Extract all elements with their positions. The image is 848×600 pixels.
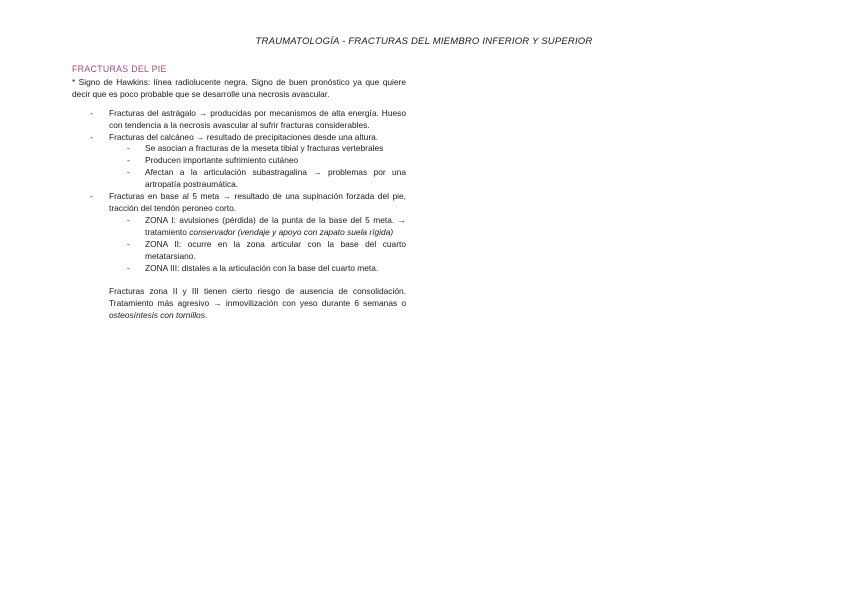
list-item-astragalo: [109, 108, 406, 132]
note-end: .: [204, 310, 208, 321]
sub-list-item: - Se asocian a fracturas de la meseta tibial y fracturas vertebrales: [145, 143, 406, 155]
list-item-quinto-meta: [109, 191, 406, 274]
list-item-calcaneo: [109, 132, 406, 192]
hawkins-paragraph: * Signo de Hawkins: línea radiolucente negra. Signo de buen pronóstico ya que quiere decir que es poco probable que se desarrolle una necrosis avascular.: [72, 76, 406, 99]
zona-1-text: ZONA I: avulsiones (pérdida) de la punta de la base del 5 meta. → tratamiento: [145, 214, 406, 237]
section-title: FRACTURAS DEL PIE: [72, 64, 167, 74]
list-item-text: Fracturas del calcáneo → resultado de precipitaciones desde una altura.: [109, 131, 379, 142]
sub-list-item-zona-3: - ZONA III: distales a la articulación con la base del cuarto meta.: [145, 263, 406, 275]
page-title-text: TRAUMATOLOGÍA - FRACTURAS DEL MIEMBRO INFERIOR Y SUPERIOR: [255, 36, 593, 47]
fracture-list: [72, 108, 406, 275]
list-item-text: Fracturas en base al 5 meta → resultado de una supinación forzada del pie, tracción del tendón peroneo corto.: [109, 191, 406, 213]
sub-list-item: - Producen importante sufrimiento cutáneo: [145, 155, 406, 167]
zona-1-treatment: conservador (vendaje y apoyo con zapato suela rígida): [189, 226, 394, 237]
note-italic: osteosíntesis con tornillos: [109, 310, 205, 321]
page-title: [0, 36, 848, 47]
consolidation-note: [109, 286, 406, 322]
sub-list-item: - Afectan a la articulación subastragalina → problemas por una artropatía postraumática.: [145, 167, 406, 191]
zonas-sublist: [109, 215, 406, 275]
list-item-text: Fracturas del astrágalo → producidas por mecanismos de alta energía. Hueso con tendencia a la necrosis avascular al sufrir fracturas considerables.: [109, 107, 406, 130]
document-body: [72, 64, 406, 322]
note-text: Fracturas zona II y III tienen cierto riesgo de ausencia de consolidación. Tratamiento más agresivo → inmovilización con yeso durante 6 semanas o: [109, 286, 406, 309]
sub-list-item-zona-1: [145, 215, 406, 239]
sub-list-item-zona-2: - ZONA II: ocurre en la zona articular con la base del cuarto metatarsiano.: [145, 239, 406, 263]
calcaneo-sublist: [109, 143, 406, 191]
